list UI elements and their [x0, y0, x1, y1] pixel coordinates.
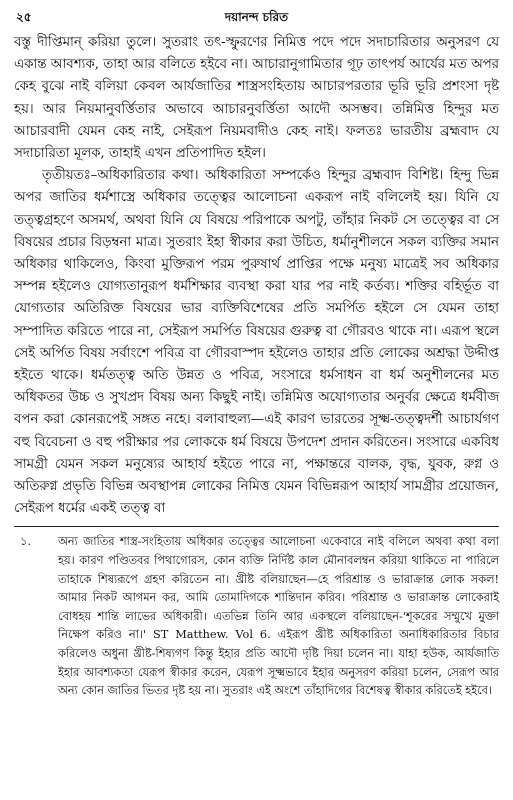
footnote [14, 533, 499, 700]
paragraph-2: তৃতীয়তঃ–অধিকারিতার কথা। অধিকারিতা সম্পর্কেও হিন্দুর ব্রহ্মবাদ বিশিষ্ট। হিন্দু ভিন্ন অপর জাতির ধর্মশাস্ত্রে অধিকার তত্ত্বের আলোচনা একরূপ নাই বলিলেই হয়। যিনি যে তত্ত্বগ্রহণে অসমর্থ, অথবা যিনি যে বিষয়ে পরিপাকে অপটু, তাঁহার নিকট সে তত্ত্বের বা সে বিষয়ের প্রচার বিড়ম্বনা মাত্র। সুতরাং ইহা স্বীকার করা উচিত, ধর্মানুশীলনে সকল ব্যক্তির সমান অধিকার থাকিলেও, কিংবা মুক্তিরূপ পরম পুরুষার্থ প্রাপ্তির পক্ষে মনুষ্য মাত্রেই সব অধিকার সম্পন্ন হইলেও যোগ্যতানুরূপ ধর্মশিক্ষার ব্যবস্থা করা যার পর নাই কর্তব্য। শক্তির বহির্ভূত বা যোগ্যতার অতিরিক্ত বিষয়ের ভার ব্যক্তিবিশেষের প্রতি সমর্পিত হইলে সে যেমন তাহা সম্পাদিত করিতে পারে না, সেইরূপ সমর্পিত বিষয়ের গুরুত্ব বা গৌরবও থাকে না। এরূপ স্থলে সেই অর্পিত বিষয় সর্বাংশে পবিত্র বা গৌরবাস্পদ হইলেও তাহার প্রতি লোকের অশ্রদ্ধা উদ্দীপ্ত হইতে থাকে। ধর্মতত্ত্ব অতি উন্নত ও পবিত্র, সংসারে ধর্মসাধন বা ধর্ম অনুশীলনের মত অধিকতর উচ্চ ও সুখপ্রদ বিষয় অন্য কিছুই নাই। তন্নিমিত্ত অযোগ্যতার অনুর্বর ক্ষেত্রে ধর্মবীজ বপন করা কোনরূপেই সঙ্গত নহে। বলাবাহুল্য—এই কারণ ভারতের সূক্ষ্ম-তত্ত্বদর্শী আচার্যগণ বহু বিবেচনা ও বহু পরীক্ষার পর লোককে ধর্ম বিষয়ে উপদেশ প্রদান করিতেন। সংসারে একবিধ সামগ্রী যেমন সকল মনুষ্যের আহার্য হইতে পারে না, পক্ষান্তরে বালক, বৃদ্ধ, যুবক, রুগ্ন ও অতিরুগ্ন প্রভৃতি বিভিন্ন অবস্থাপন্ন লোকের নিমিত্ত যেমন বিভিন্নরূপ আহার্য সামগ্রীর প্রয়োজন, সেইরূপ ধর্মের একই তত্ত্ব বা [14, 168, 499, 517]
footnote-divider [14, 526, 499, 527]
main-text [14, 32, 499, 520]
footnote-marker: ১. [20, 535, 31, 549]
paragraph-1: বস্তু দীপ্তিমান্ করিয়া তুলে। সুতরাং তৎ-স্ফুরণের নিমিত্ত পদে পদে সদাচারিতার অনুসরণ যে একান্ত আবশ্যক, তাহা আর বলিতে হইবে না। আচারানুগামিতার গূঢ় তাৎপর্য আর্যের মত অপর কেহ বুঝে নাই বলিয়া কেবল আর্যজাতির শাস্ত্রসংহিতায় আচারপরতার ভূরি ভূরি প্রশংসা দৃষ্ট হয়। আর নিয়মানুবর্ত্তিতার অভাবে আচারনুবর্ত্তিতা আদৌ অসম্ভব। তন্নিমিত্ত হিন্দুর মত আচারবাদী যেমন কেহ নাই, সেইরূপ নিয়মবাদীও কেহ নাই। ফলতঃ ভারতীয় ব্রহ্মবাদ যে সদাচারিতা মূলক, তাহাই এখন প্রতিপাদিত হইল। [14, 35, 499, 162]
page-number: ২৫ [16, 10, 32, 24]
footnote-text: অন্য জাতির শাস্ত্র-সংহিতায় অধিকার তত্ত্বের আলোচনা একেবারে নাই বলিলে অথবা কথা বলা হয়। কারণ পণ্ডিতবর পিথাগোরস, কোন ব্যক্তি নির্দিষ্ট কাল মৌনাবলম্বন করিয়া থাকিতে না পারিলে তাহাকে শিষ্যরূপে গ্রহণ করিতেন না। খ্রীষ্ট বলিয়াছেন—হে পরিশ্রান্ত ও ভারাক্রান্ত লোক সকল! আমার নিকট আগমন কর, আমি তোমাদিগকে শান্তিদান করিব। পরিশ্রান্ত ও ভারাক্রান্ত লোকেরাই বোধহয় শান্তি লাভের অধিকারী। এতভিন্ন তিনি আর একস্থলে বলিয়াছেন-'শূকরের সম্মুখে মুক্তা নিক্ষেপ করিও না।' ST Matthew. Vol 6. এইরূপ খ্রীষ্ট অধিকারিতা অনাধিকারিতার বিচার করিলেও অধুনা খ্রীষ্ট-শিষ্যগণ কিন্তু ইহার প্রতি আদৌ দৃষ্টি দিয়া চলেন না। যাহা হউক, আর্যজাতি ইহার আবশ্যকতা যেরূপ স্বীকার করেন, যেরূপ সূক্ষ্মভাবে ইহার অনুসরণ করিয়া চলেন, সেরূপ আর অন্য কোন জাতির ভিতর দৃষ্ট হয় না। সুতরাং এই অংশে তাঁহাদিগের বিশেষত্ব স্বীকার করিতেই হইবে। [58, 535, 499, 698]
book-title: দয়ানন্দ চরিত [224, 10, 289, 24]
running-head [14, 6, 499, 28]
